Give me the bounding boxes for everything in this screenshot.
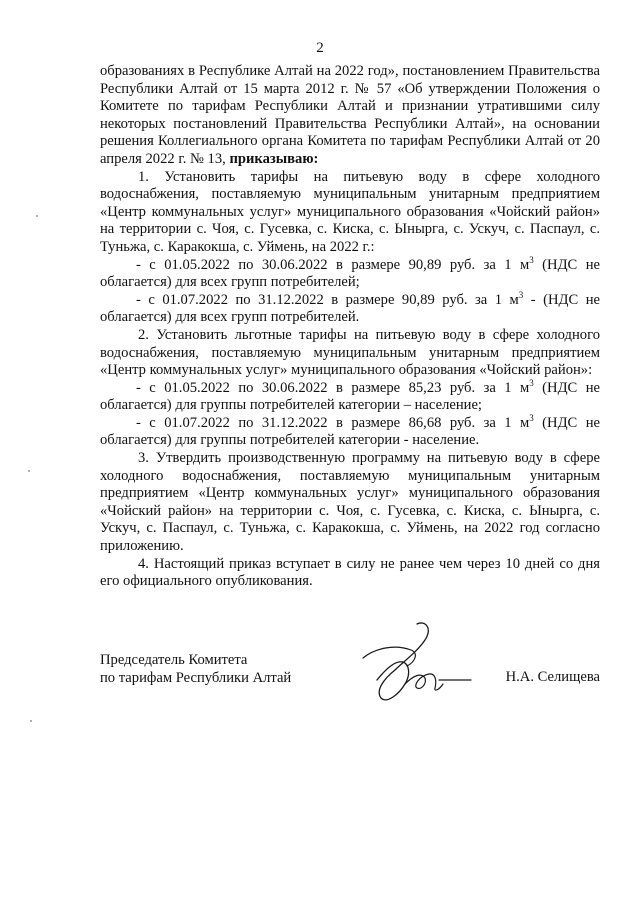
item-2-rate-a-note: (НДС не облагается) для группы потребителей категории – население;	[100, 379, 600, 414]
item-2-paragraph: 2. Установить льготные тарифы на питьевую воду в сфере холодного водоснабжения, поставляемую муниципальным унитарным предприятием «Центр коммунальных услуг» муниципального образования «Чойский район»:	[100, 326, 600, 379]
intro-paragraph	[100, 63, 600, 169]
signatory-title-line-1: Председатель Комитета	[100, 652, 248, 668]
signatory-name: Н.А. Селищева	[505, 669, 600, 685]
cubic-exponent: 3	[529, 412, 534, 423]
document-body	[100, 63, 600, 591]
item-2-rate-b	[100, 412, 600, 450]
item-2-rate-a	[100, 377, 600, 415]
item-2-rate-b-note: (НДС не облагается) для группы потребителей категории - население.	[100, 414, 600, 449]
item-1-rate-a-text: - с 01.05.2022 по 30.06.2022 в размере 90,89 руб. за 1 м	[136, 256, 530, 273]
cubic-exponent: 3	[529, 377, 534, 388]
signatory-title-line-2: по тарифам Республики Алтай	[100, 670, 292, 686]
signatory-title	[100, 651, 291, 687]
scan-speck	[28, 470, 30, 472]
item-1-rate-b-text: - с 01.07.2022 по 31.12.2022 в размере 90,89 руб. за 1 м	[136, 291, 519, 308]
item-2-rate-a-text: - с 01.05.2022 по 30.06.2022 в размере 85,23 руб. за 1 м	[136, 379, 530, 396]
scan-speck	[30, 720, 32, 722]
intro-text: образованиях в Республике Алтай на 2022 год», постановлением Правительства Республики Алтай от 15 марта 2012 г. № 57 «Об утверждении Положения о Комитете по тарифам Республики Алтай и признании утратившими силу некоторых постановлений Правительства Республики Алтай», на основании решения Коллегиального органа Комитета по тарифам Республики Алтай от 20 апреля 2022 г. № 13,	[100, 63, 600, 167]
scan-speck	[36, 215, 38, 217]
item-3-paragraph: 3. Утвердить производственную программу на питьевую воду в сфере холодного водоснабжения, поставляемую муниципальным унитарным предприятием «Центр коммунальных услуг» муниципального образования «Чойский район» на территории с. Чоя, с. Гусевка, с. Киска, с. Ынырга, с. Ускуч, с. Паспаул, с. Туньжа, с. Каракокша, с. Уймень, на 2022 год согласно приложению.	[100, 450, 600, 555]
item-1-paragraph: 1. Установить тарифы на питьевую воду в сфере холодного водоснабжения, поставляемую муниципальным унитарным предприятием «Центр коммунальных услуг» муниципального образования «Чойский район» на территории с. Чоя, с. Гусевка, с. Киска, с. Ынырга, с. Ускуч, с. Паспаул, с. Туньжа, с. Каракокша, с. Уймень, на 2022 г.:	[100, 168, 600, 255]
item-1-rate-a	[100, 254, 600, 292]
item-1-rate-a-note: (НДС не облагается) для всех групп потребителей;	[100, 256, 600, 291]
item-1-rate-b	[100, 289, 600, 327]
handwritten-signature	[355, 618, 475, 708]
cubic-exponent: 3	[529, 254, 534, 265]
order-word: приказываю:	[229, 150, 319, 167]
item-4-paragraph: 4. Настоящий приказ вступает в силу не ранее чем через 10 дней со дня его официального опубликования.	[100, 555, 600, 590]
item-1-rate-b-note: - (НДС не облагается) для всех групп потребителей.	[100, 291, 600, 326]
page-number: 2	[316, 40, 324, 56]
cubic-exponent: 3	[518, 289, 524, 300]
item-2-rate-b-text: - с 01.07.2022 по 31.12.2022 в размере 86,68 руб. за 1 м	[136, 414, 530, 431]
